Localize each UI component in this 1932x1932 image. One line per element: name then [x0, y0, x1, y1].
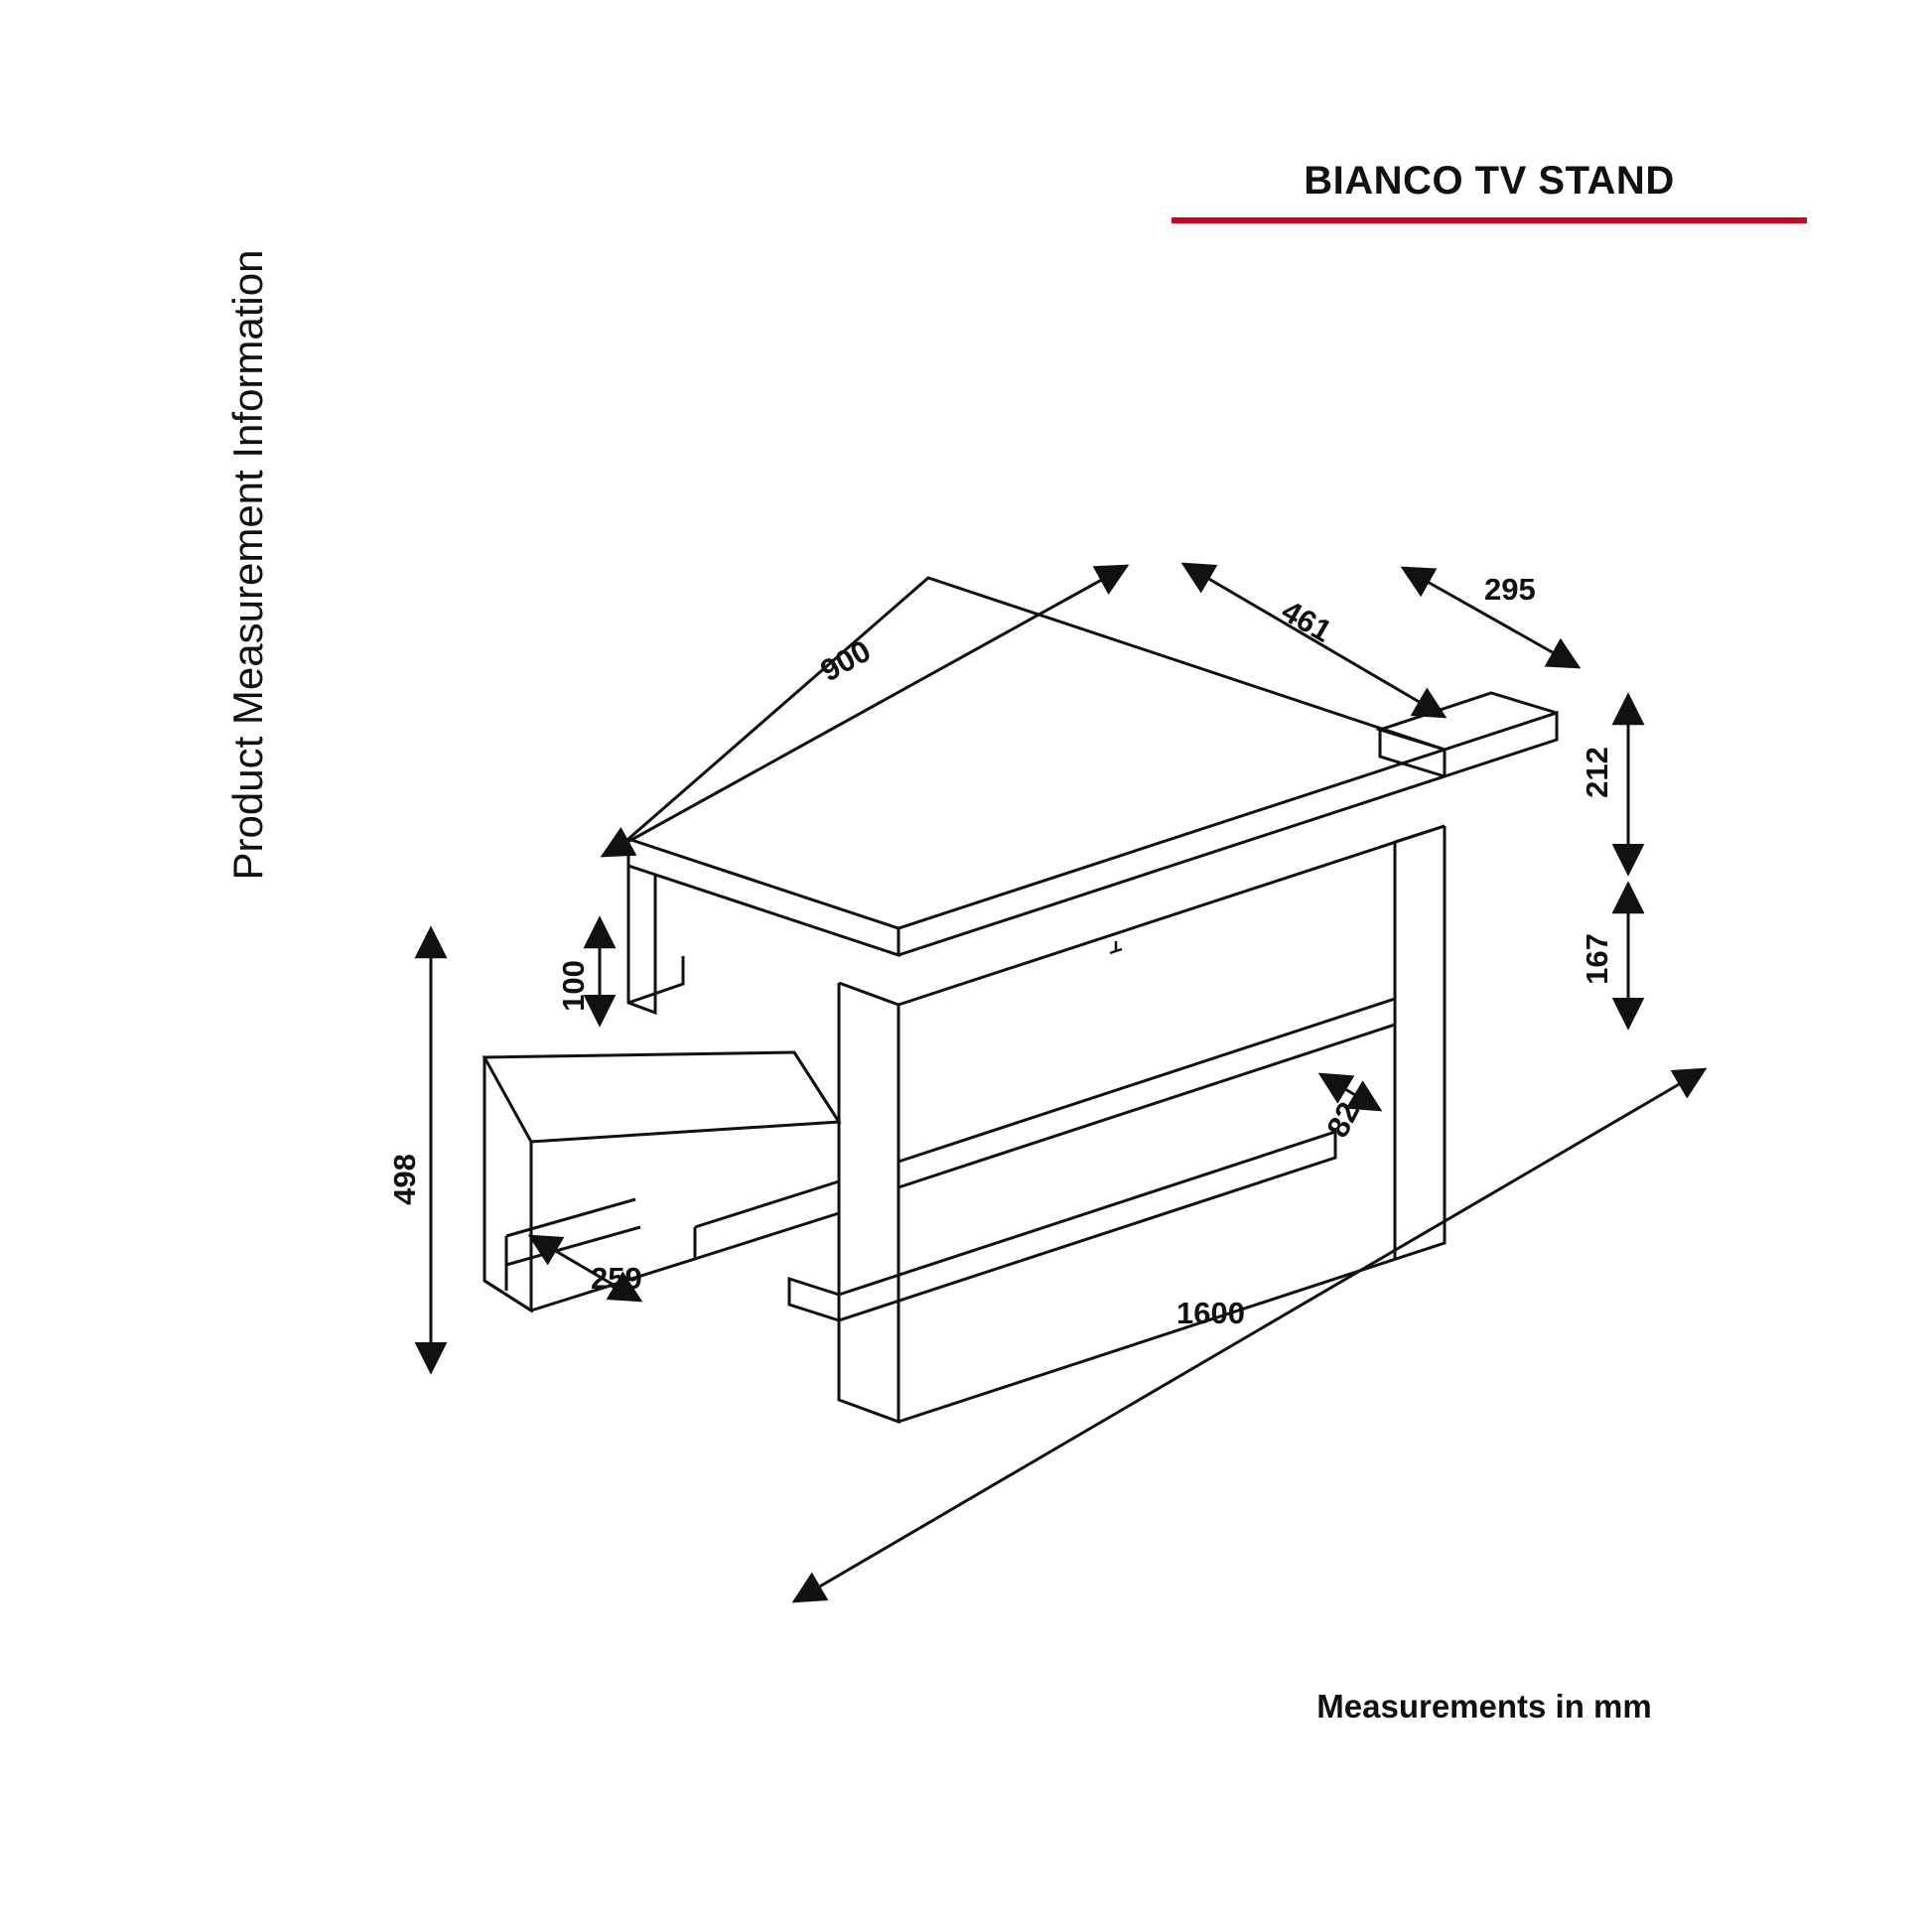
bottom-shelf	[839, 1132, 1335, 1320]
dim-line-1600	[794, 1069, 1705, 1601]
center-leg-top-face	[839, 983, 898, 1005]
furniture-body	[484, 578, 1557, 1422]
dim-line-900	[603, 566, 1127, 856]
measurement-units-note: Measurements in mm	[1316, 1688, 1652, 1725]
leg-inner-line-2	[1395, 826, 1445, 842]
left-shelf-inner-shelf-top	[506, 1199, 635, 1236]
side-caption: Product Measurement Information	[224, 249, 271, 881]
dim-label-295: 295	[1484, 572, 1536, 607]
dimension-lines	[431, 564, 1705, 1601]
top-panel-center-notch	[1110, 941, 1122, 953]
dim-label-259: 259	[591, 1261, 642, 1296]
bottom-shelf-left-return	[789, 1279, 839, 1320]
top-panel-front-edge	[628, 839, 898, 955]
dim-label-212: 212	[1579, 747, 1614, 798]
left-leg	[628, 866, 655, 1013]
center-leg-front	[839, 983, 898, 1422]
dim-label-900: 900	[814, 632, 877, 689]
right-module-top	[1445, 713, 1557, 776]
left-shelf-top	[484, 1052, 839, 1142]
dim-label-82: 82	[1319, 1096, 1367, 1144]
dim-label-100: 100	[555, 960, 591, 1012]
dim-label-167: 167	[1579, 933, 1614, 985]
dim-label-461: 461	[1275, 593, 1338, 649]
left-shelf-top-right-edge	[794, 1052, 839, 1122]
center-leg-top-edge	[898, 826, 1445, 1005]
dim-label-498: 498	[386, 1154, 422, 1205]
page-title: BIANCO TV STAND	[1304, 159, 1675, 203]
left-shelf-inner-shelf-bottom	[506, 1227, 640, 1265]
dim-label-1600: 1600	[1176, 1296, 1245, 1330]
